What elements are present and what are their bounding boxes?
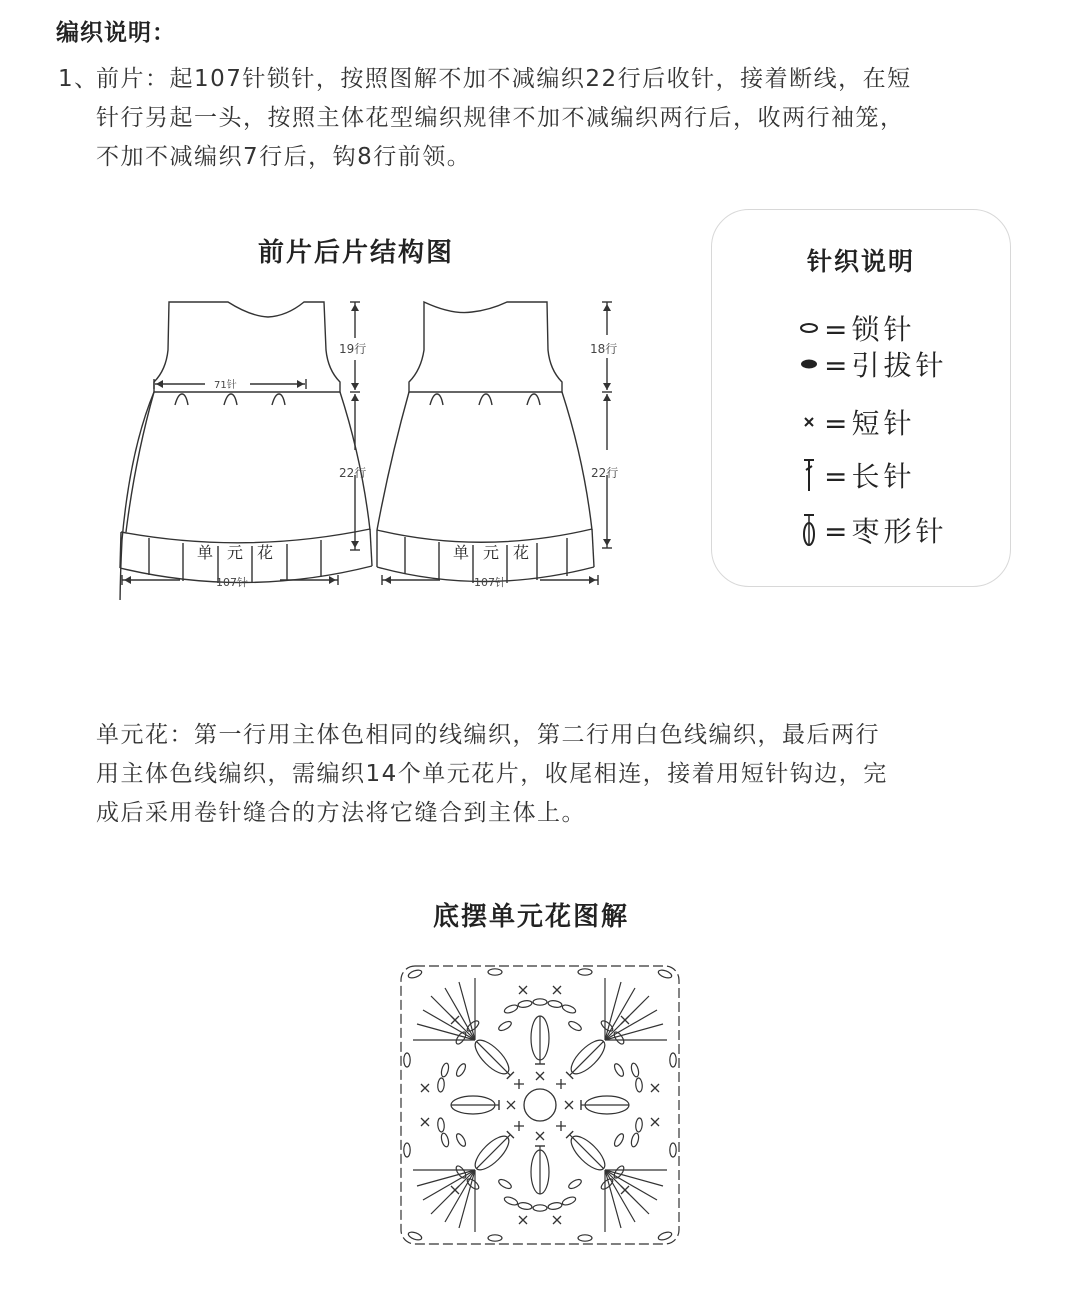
double-crochet-icon xyxy=(796,457,822,493)
hem-label-char: 元 xyxy=(483,543,500,562)
legend-label: =长针 xyxy=(824,460,916,493)
front-piece-instructions xyxy=(58,60,1018,177)
center-ring xyxy=(524,1089,556,1121)
legend-item-single xyxy=(796,402,915,442)
front-lower-rows: 22行 xyxy=(339,466,367,480)
structure-diagram xyxy=(100,290,640,600)
back-hem-label xyxy=(453,540,529,563)
chain-stitch-icon xyxy=(796,322,822,334)
motif-instructions xyxy=(96,716,1006,833)
back-upper-rows: 18行 xyxy=(590,342,618,356)
front-upper-rows: 19行 xyxy=(339,342,367,356)
legend-label: =引拔针 xyxy=(824,349,948,382)
front-waist-stitches: 71针 xyxy=(212,376,239,391)
hem-label-char: 花 xyxy=(257,543,274,562)
section-heading: 编织说明： xyxy=(56,20,176,46)
slip-stitch-icon xyxy=(796,358,822,370)
front-hem-label xyxy=(197,540,273,563)
hem-label-char: 花 xyxy=(513,543,530,562)
front-hem-stitches: 107针 xyxy=(216,576,248,589)
instruction-line-1: 前片：起107针锁针，按照图解不加不减编织22行后收针，接着断线，在短 xyxy=(96,66,912,92)
legend-item-double xyxy=(796,455,915,495)
instruction-line-2: 针行另起一头，按照主体花型编织规律不加不减编织两行后，收两行袖笼， xyxy=(96,105,905,131)
list-number: 1、 xyxy=(58,66,99,92)
hem-label-char: 单 xyxy=(197,543,214,562)
legend-title: 针织说明 xyxy=(806,247,915,276)
hem-label-char: 单 xyxy=(453,543,470,562)
legend-item-puff xyxy=(796,510,947,550)
motif-diagram-title: 底摆单元花图解 xyxy=(433,902,630,932)
legend-label: =锁针 xyxy=(824,313,916,346)
legend-item-slip xyxy=(796,344,947,384)
stitch-legend xyxy=(711,209,1011,587)
motif-line-3: 成后采用卷针缝合的方法将它缝合到主体上。 xyxy=(96,800,586,826)
motif-line-1: 单元花：第一行用主体色相同的线编织，第二行用白色线编织，最后两行 xyxy=(96,722,880,748)
puff-stitch-icon xyxy=(796,512,822,548)
single-crochet-icon xyxy=(796,415,822,429)
back-hem-stitches: 107针 xyxy=(474,576,506,589)
legend-label: =枣形针 xyxy=(824,515,948,548)
legend-label: =短针 xyxy=(824,407,916,440)
back-lower-rows: 22行 xyxy=(591,466,619,480)
structure-diagram-title: 前片后片结构图 xyxy=(258,238,455,268)
motif-line-2: 用主体色线编织，需编织14个单元花片，收尾相连，接着用短针钩边，完 xyxy=(96,761,888,787)
hem-label-char: 元 xyxy=(227,543,244,562)
instruction-line-3: 不加不减编织7行后，钩8行前领。 xyxy=(96,144,472,170)
motif-diagram xyxy=(395,960,685,1250)
legend-item-chain xyxy=(796,308,915,348)
